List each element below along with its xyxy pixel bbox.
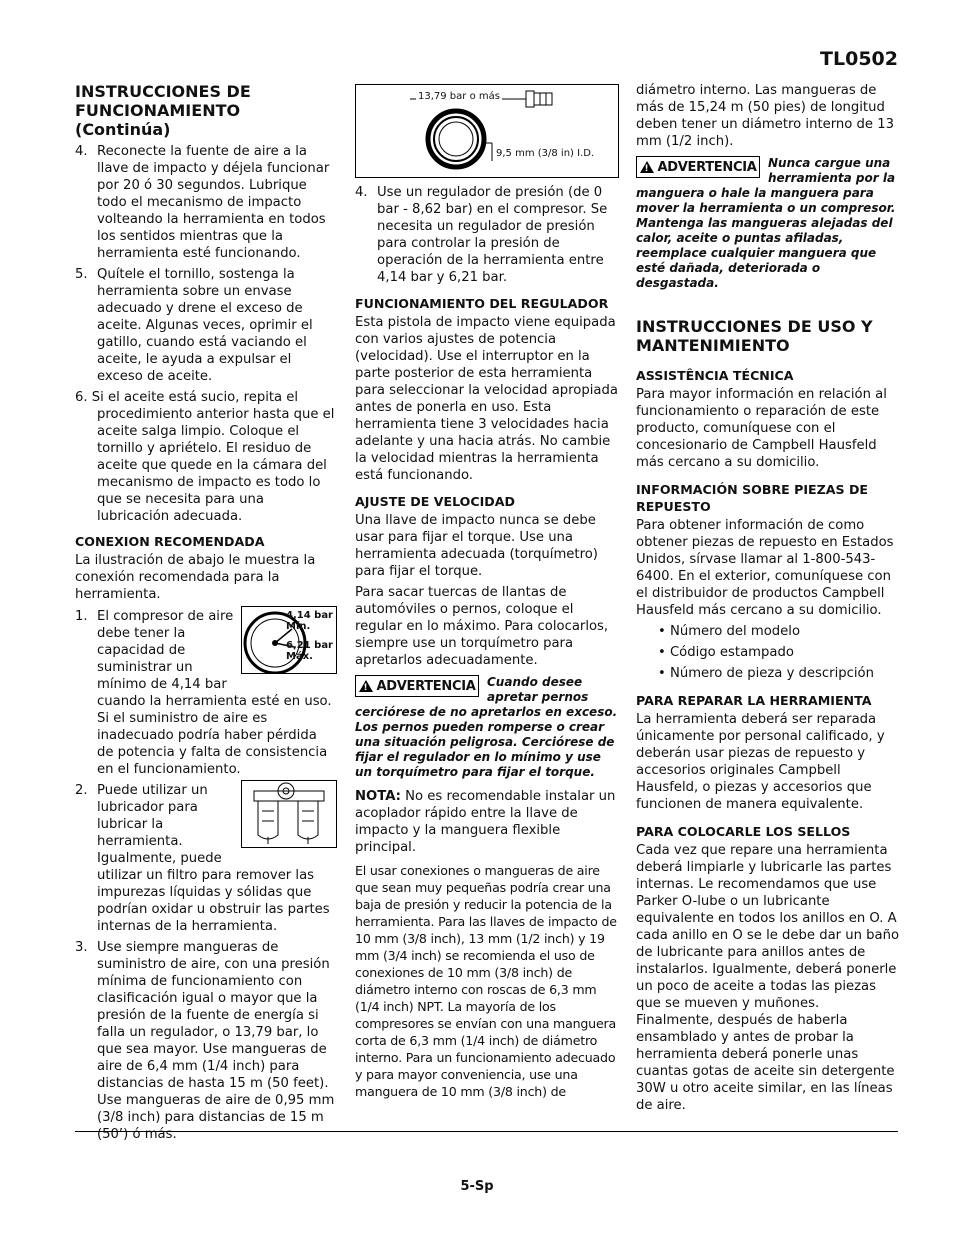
footer-divider: [75, 1131, 898, 1132]
list-item: • Número de pieza y descripción: [658, 666, 874, 681]
paragraph: Para obtener información de como obtener piezas de repuesto en Estados Unidos, sírvase llamar al 1-800-543-6400. En el exterior, comuníquese con el distribuidor de productos Campbell Hausfeld más cercano a su domicilio.: [636, 518, 894, 618]
filter-lubricator-icon: [242, 781, 336, 847]
pressure-gauge-figure: [241, 606, 337, 674]
column-3: [636, 82, 900, 1117]
paragraph: El usar conexiones o mangueras de aire que sean muy pequeñas podría crear una baja de presión y reducir la potencia de la herramienta. Para las llaves de impacto de 10 mm (3/8 inch), 13 mm (1/2 inch) y 19 mm (3/4 inch) se recomienda el uso de conexiones de 10 mm (3/8 inch) de diámetro interno con roscas de 6,3 mm (1/4 inch) NPT. La mayoría de los compresores se envían con una manguera corta de 6,3 mm (1/4 inch) de diámetro interno. Para un funcionamiento adecuado y para mayor conveniencia, use una manguera de 10 mm (3/8 inch) de: [355, 863, 617, 1099]
column-2: [355, 84, 619, 1103]
subsection-title: CONEXION RECOMENDADA: [75, 534, 265, 549]
list-item: 4. Use un regulador de presión (de 0 bar - 8,62 bar) en el compresor. Se necesita un regulador de presión para controlar la presión de operación de la herramienta entre 4,14 bar y 6,21 bar.: [355, 185, 608, 285]
warning-box: ! ADVERTENCIA Nunca cargue una herramienta por la manguera o hale la manguera para mover la herramienta o un compresor. Mantenga las mangueras alejadas del calor, aceite o puntas afiladas, reemplace cualquier manguera que esté dañada, deteriorada o desgastada.: [636, 156, 900, 291]
paragraph: Para sacar tuercas de llantas de automóviles o pernos, coloque el regular en lo máximo. Para colocarlos, siempre use un torquímetro para apretarlos adecuadamente.: [355, 585, 609, 668]
list-item: 4. Reconecte la fuente de aire a la llave de impacto y déjela funcionar por 20 ó 30 segundos. Lubrique todo el mecanismo de impacto volteando la herramienta en todos los sentidos mientras que la herramienta esté funcionando.: [75, 144, 330, 261]
gauge-max-label: Máx.: [286, 651, 313, 662]
subsection-title: AJUSTE DE VELOCIDAD: [355, 494, 515, 509]
warning-icon: [640, 161, 654, 173]
list-item: 1. 4,14 bar Mín. 6,21 bar Máx. El compresor de aire debe tener la capacidad de suministrar un mínimo de 4,14 bar cuando la herramienta esté en uso. Si el suministro de aire es inadecuado podría haber pérdida de potencia y falta de consistencia en el funcionamiento.: [75, 608, 337, 778]
subsection-title: FUNCIONAMIENTO DEL REGULADOR: [355, 296, 609, 311]
section-title-maintenance: INSTRUCCIONES DE USO Y MANTENIMIENTO: [636, 317, 873, 355]
paragraph: diámetro interno. Las mangueras de más de 15,24 m (50 pies) de longitud deben tener un diámetro interno de 13 mm (1/2 inch).: [636, 83, 895, 149]
paragraph: La herramienta deberá ser reparada únicamente por personal calificado, y deberán usar piezas de repuesto y accesorios originales Campbell Hausfeld, o piezas y accesorios que funcionen de manera equivalente.: [636, 712, 885, 812]
gauge-min-value: 4,14 bar: [286, 610, 333, 621]
paragraph: Una llave de impacto nunca se debe usar para fijar el torque. Use una herramienta adecuada (torquímetro) para fijar el torque.: [355, 513, 598, 579]
list-item: 6. Si el aceite está sucio, repita el procedimiento anterior hasta que el aceite salga limpio. Coloque el tornillo y apriételo. El residuo de aceite que quede en la cámara del mecanismo de impacto es todo lo que se necesita para una lubricación adecuada.: [75, 390, 335, 524]
list-item: • Número del modelo: [658, 624, 801, 639]
list-item: 5. Quítele el tornillo, sostenga la herramienta sobre un envase adecuado y drene el exceso de aceite. Algunas veces, oprimir el gatillo, cuando está vaciando el aceite, le ayuda a expulsar el exceso de aceite.: [75, 267, 313, 384]
hose-figure: [355, 84, 619, 178]
hose-diameter-label: 9,5 mm (3/8 in) I.D.: [496, 148, 595, 159]
hose-rating-label: 13,79 bar o más: [418, 91, 500, 102]
model-number: TL0502: [820, 48, 898, 70]
column-1: [75, 82, 337, 1146]
note: NOTA: No es recomendable instalar un acoplador rápido entre la llave de impacto y la manguera flexible principal.: [355, 789, 616, 855]
section-title-operation: INSTRUCCIONES DE FUNCIONAMIENTO (Continúa): [75, 82, 251, 139]
list-item: 2. Puede utilizar un lubricador para lubricar la herramienta. Igualmente, puede utilizar un filtro para remover las impurezas líquidas y sólidas que podrían oxidar u obstruir las partes internas de la herramienta.: [75, 782, 337, 935]
list-item: 3. Use siempre mangueras de suministro de aire, con una presión mínima de funcionamiento con clasificación igual o mayor que la presión de la fuente de energía si falla un regulador, o 13,79 bar, lo que sea mayor. Use mangueras de aire de 6,4 mm (1/4 inch) para distancias de hasta 15 m (50 feet). Use mangueras de aire de 0,95 mm (3/8 inch) para distancias de 15 m (50’) ó más.: [75, 940, 335, 1142]
paragraph: La ilustración de abajo le muestra la conexión recomendada para la herramienta.: [75, 553, 316, 602]
warning-badge: ! ADVERTENCIA: [636, 156, 760, 178]
warning-box: ! ADVERTENCIA Cuando desee apretar pernos cerciórese de no apretarlos en exceso. Los pernos pueden romperse o crear una situación peligrosa. Cerciórese de fijar el regulador en lo mínimo y use un torquímetro para fijar el torque.: [355, 675, 619, 780]
subsection-title: PARA COLOCARLE LOS SELLOS: [636, 824, 851, 839]
warning-badge: ! ADVERTENCIA: [355, 675, 479, 697]
lubricator-figure: [241, 780, 337, 848]
paragraph: Cada vez que repare una herramienta deberá limpiarle y lubricarle las partes internas. Le recomendamos que use Parker O-lube o un lubricante equivalente en todos los anillos en O. A cada anillo en O se le debe dar un baño de lubricante para anillos antes de instalarlos. Igualmente, deberá ponerle un poco de aceite a todas las piezas que se mueven y muñones. Finalmente, después de haberla ensamblado y antes de probar la herramienta deberá ponerle unas cuantas gotas de aceite sin detergente 30W u otro aceite similar, en las líneas de aire.: [636, 843, 900, 1113]
subsection-title: PARA REPARAR LA HERRAMIENTA: [636, 693, 872, 708]
subsection-title: ASSISTÊNCIA TÉCNICA: [636, 368, 794, 383]
paragraph: Esta pistola de impacto viene equipada con varios ajustes de potencia (velocidad). Use el interruptor en la parte posterior de esta herramienta para seleccionar la velocidad apropiada antes de ponerla en uso. Esta herramienta tiene 3 velocidades hacia adelante y una hacia atrás. No cambie la velocidad mientras la herramienta está funcionando.: [355, 315, 618, 483]
subsection-title: INFORMACIÓN SOBRE PIEZAS DE REPUESTO: [636, 482, 869, 514]
gauge-min-label: Mín.: [286, 621, 311, 632]
gauge-max-value: 6,21 bar: [286, 640, 333, 651]
paragraph: Para mayor información en relación al funcionamiento o reparación de este producto, comuníquese con el concesionario de Campbell Hausfeld más cercano a su domicilio.: [636, 387, 887, 470]
warning-icon: [359, 680, 373, 692]
page-number: 5-Sp: [460, 1179, 494, 1194]
list-item: • Código estampado: [658, 645, 794, 660]
